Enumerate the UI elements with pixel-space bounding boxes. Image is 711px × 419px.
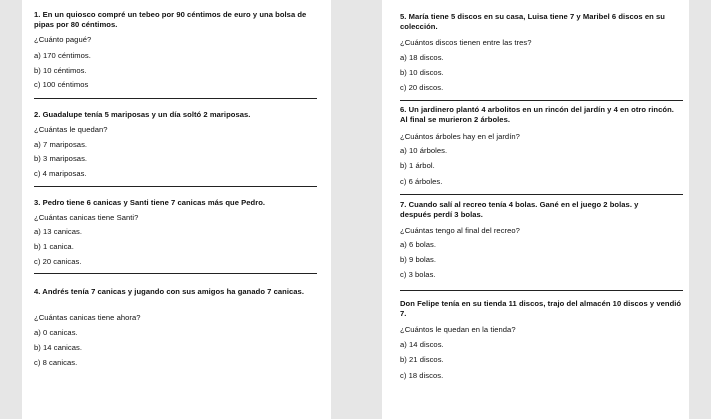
problem-8-option-a: a) 14 discos. — [400, 340, 444, 349]
problem-2-question: ¿Cuántas le quedan? — [34, 125, 108, 134]
problem-1-option-b: b) 10 céntimos. — [34, 66, 87, 75]
section-divider — [34, 273, 317, 274]
problem-6-statement: 6. Un jardinero plantó 4 arbolitos en un rincón del jardín y 4 en otro rincón. Al final se murieron 2 árboles. — [400, 105, 674, 124]
problem-2-statement: 2. Guadalupe tenía 5 mariposas y un día soltó 2 mariposas. — [34, 110, 251, 119]
problem-1-option-c: c) 100 céntimos — [34, 80, 89, 89]
problem-5-option-a: a) 18 discos. — [400, 53, 444, 62]
problem-5-option-b: b) 10 discos. — [400, 68, 444, 77]
problem-5-statement: 5. María tiene 5 discos en su casa, Luisa tiene 7 y Maribel 6 discos en su colección. — [400, 12, 665, 31]
problem-2-option-c: c) 4 mariposas. — [34, 169, 87, 178]
problem-1-statement: 1. En un quiosco compré un tebeo por 90 céntimos de euro y una bolsa de pipas por 80 céntimos. — [34, 10, 307, 29]
problem-7-statement: 7. Cuando salí al recreo tenía 4 bolas. Gané en el juego 2 bolas. y después perdí 3 bolas. — [400, 200, 639, 219]
problem-3-question: ¿Cuántas canicas tiene Santi? — [34, 213, 139, 222]
problem-6-option-b: b) 1 árbol. — [400, 161, 435, 170]
section-divider — [400, 100, 683, 101]
problem-1-option-a: a) 170 céntimos. — [34, 51, 91, 60]
problem-6-option-c: c) 6 árboles. — [400, 177, 443, 186]
problem-2-option-a: a) 7 mariposas. — [34, 140, 88, 149]
problem-7-option-a: a) 6 bolas. — [400, 240, 437, 249]
problem-4-statement: 4. Andrés tenía 7 canicas y jugando con sus amigos ha ganado 7 canicas. — [34, 287, 304, 296]
problem-7-question: ¿Cuántas tengo al final del recreo? — [400, 226, 520, 235]
problem-7-option-c: c) 3 bolas. — [400, 270, 436, 279]
problem-8-question: ¿Cuántos le quedan en la tienda? — [400, 325, 516, 334]
problem-7-option-b: b) 9 bolas. — [400, 255, 437, 264]
problem-8-option-c: c) 18 discos. — [400, 371, 444, 380]
problem-4-option-a: a) 0 canicas. — [34, 328, 78, 337]
problem-3-option-b: b) 1 canica. — [34, 242, 74, 251]
section-divider — [34, 186, 317, 187]
problem-1-question: ¿Cuánto pagué? — [34, 35, 92, 44]
section-divider — [400, 290, 683, 291]
problem-6-option-a: a) 10 árboles. — [400, 146, 448, 155]
document-page-left — [22, 0, 331, 419]
problem-2-option-b: b) 3 mariposas. — [34, 154, 88, 163]
document-page-right — [382, 0, 689, 419]
section-divider — [34, 98, 317, 99]
problem-6-question: ¿Cuántos árboles hay en el jardín? — [400, 132, 520, 141]
problem-3-option-c: c) 20 canicas. — [34, 257, 82, 266]
problem-4-option-c: c) 8 canicas. — [34, 358, 78, 367]
problem-8-option-b: b) 21 discos. — [400, 355, 444, 364]
problem-4-option-b: b) 14 canicas. — [34, 343, 82, 352]
problem-4-question: ¿Cuántas canicas tiene ahora? — [34, 313, 141, 322]
problem-5-question: ¿Cuántos discos tienen entre las tres? — [400, 38, 532, 47]
problem-5-option-c: c) 20 discos. — [400, 83, 444, 92]
problem-8-statement: Don Felipe tenía en su tienda 11 discos, trajo del almacén 10 discos y vendió 7. — [400, 299, 682, 318]
problem-3-option-a: a) 13 canicas. — [34, 227, 82, 236]
problem-3-statement: 3. Pedro tiene 6 canicas y Santi tiene 7 canicas más que Pedro. — [34, 198, 266, 207]
section-divider — [400, 194, 683, 195]
